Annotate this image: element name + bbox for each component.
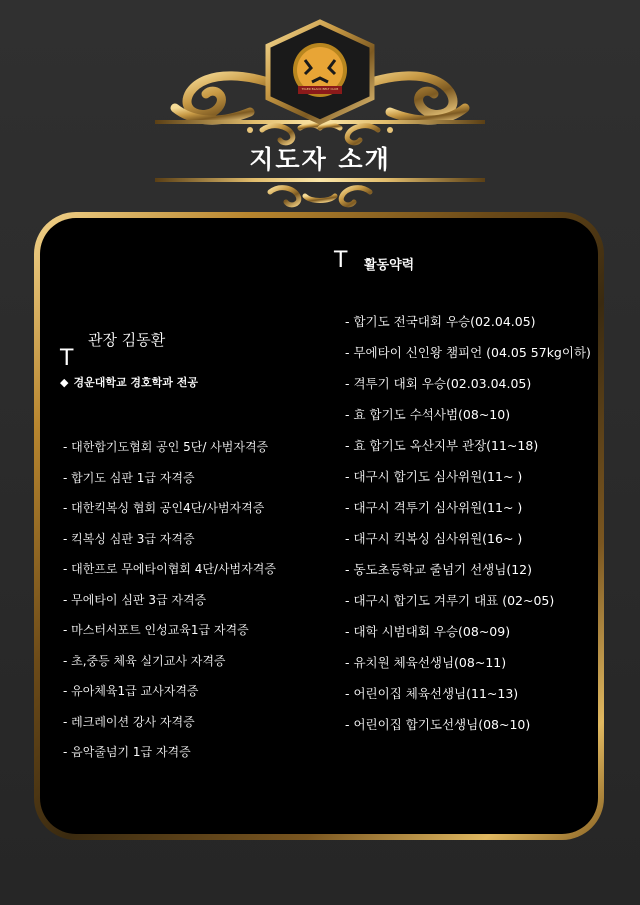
activities-list [345, 313, 591, 747]
activity-item: - 대구시 합기도 심사위원(11~ ) [345, 469, 523, 484]
header-ornament [0, 0, 640, 220]
education-text: 경운대학교 경호학과 전공 [73, 376, 199, 389]
certification-item: - 무에타이 심판 3급 자격증 [63, 592, 207, 607]
activities-title: 활동약력 [364, 258, 415, 273]
activity-item: - 동도초등학교 줄넘기 선생님(12) [345, 562, 532, 577]
certification-item: - 킥복싱 심판 3급 자격증 [63, 531, 195, 546]
activities-t-mark: T [334, 248, 348, 273]
activity-item: - 대학 시범대회 우승(08~09) [345, 624, 511, 639]
certification-item: - 대한킥복싱 협회 공인4단/사범자격증 [63, 501, 265, 515]
activity-item: - 효 합기도 옥산지부 관장(11~18) [345, 438, 539, 453]
page-title: 지도자 소개 [249, 145, 391, 174]
certification-item: - 음악줄넘기 1급 자격증 [63, 745, 191, 759]
certification-item: - 합기도 심판 1급 자격증 [63, 470, 195, 485]
instructor-name: 관장 김동환 [88, 331, 166, 349]
activity-item: - 어린이집 합기도선생님(08~10) [345, 717, 531, 732]
certification-item: - 유아체육1급 교사자격증 [63, 684, 199, 698]
diamond-bullet-icon: ◆ [60, 376, 69, 389]
certification-list [63, 439, 276, 775]
activity-item: - 대구시 격투기 심사위원(11~ ) [345, 500, 523, 515]
education-line [60, 374, 198, 390]
instructor-t-mark: T [60, 346, 74, 371]
activity-item: - 합기도 전국대회 우승(02.04.05) [345, 314, 536, 329]
activity-item: - 어린이집 체육선생님(11~13) [345, 686, 519, 701]
certification-item: - 대한프로 무에타이협회 4단/사범자격증 [63, 562, 276, 576]
activity-item: - 대구시 킥복싱 심사위원(16~ ) [345, 531, 523, 546]
certification-item: - 초,중등 체육 실기교사 자격증 [63, 653, 226, 668]
certification-item: - 대한합기도협회 공인 5단/ 사범자격증 [63, 440, 269, 454]
activity-item: - 격투기 대회 우승(02.03.04.05) [345, 376, 532, 391]
badge-logo-text: TIGER BLACK BELT CLUB [301, 87, 339, 91]
activity-item: - 무에타이 신인왕 챔피언 (04.05 57kg이하) [345, 345, 591, 360]
certification-item: - 레크레이션 강사 자격증 [63, 714, 195, 729]
activity-item: - 효 합기도 수석사범(08~10) [345, 407, 511, 422]
certification-item: - 마스터서포트 인성교육1급 자격증 [63, 623, 249, 637]
activity-item: - 대구시 합기도 겨루기 대표 (02~05) [345, 593, 555, 608]
activity-item: - 유치원 체육선생님(08~11) [345, 655, 507, 670]
